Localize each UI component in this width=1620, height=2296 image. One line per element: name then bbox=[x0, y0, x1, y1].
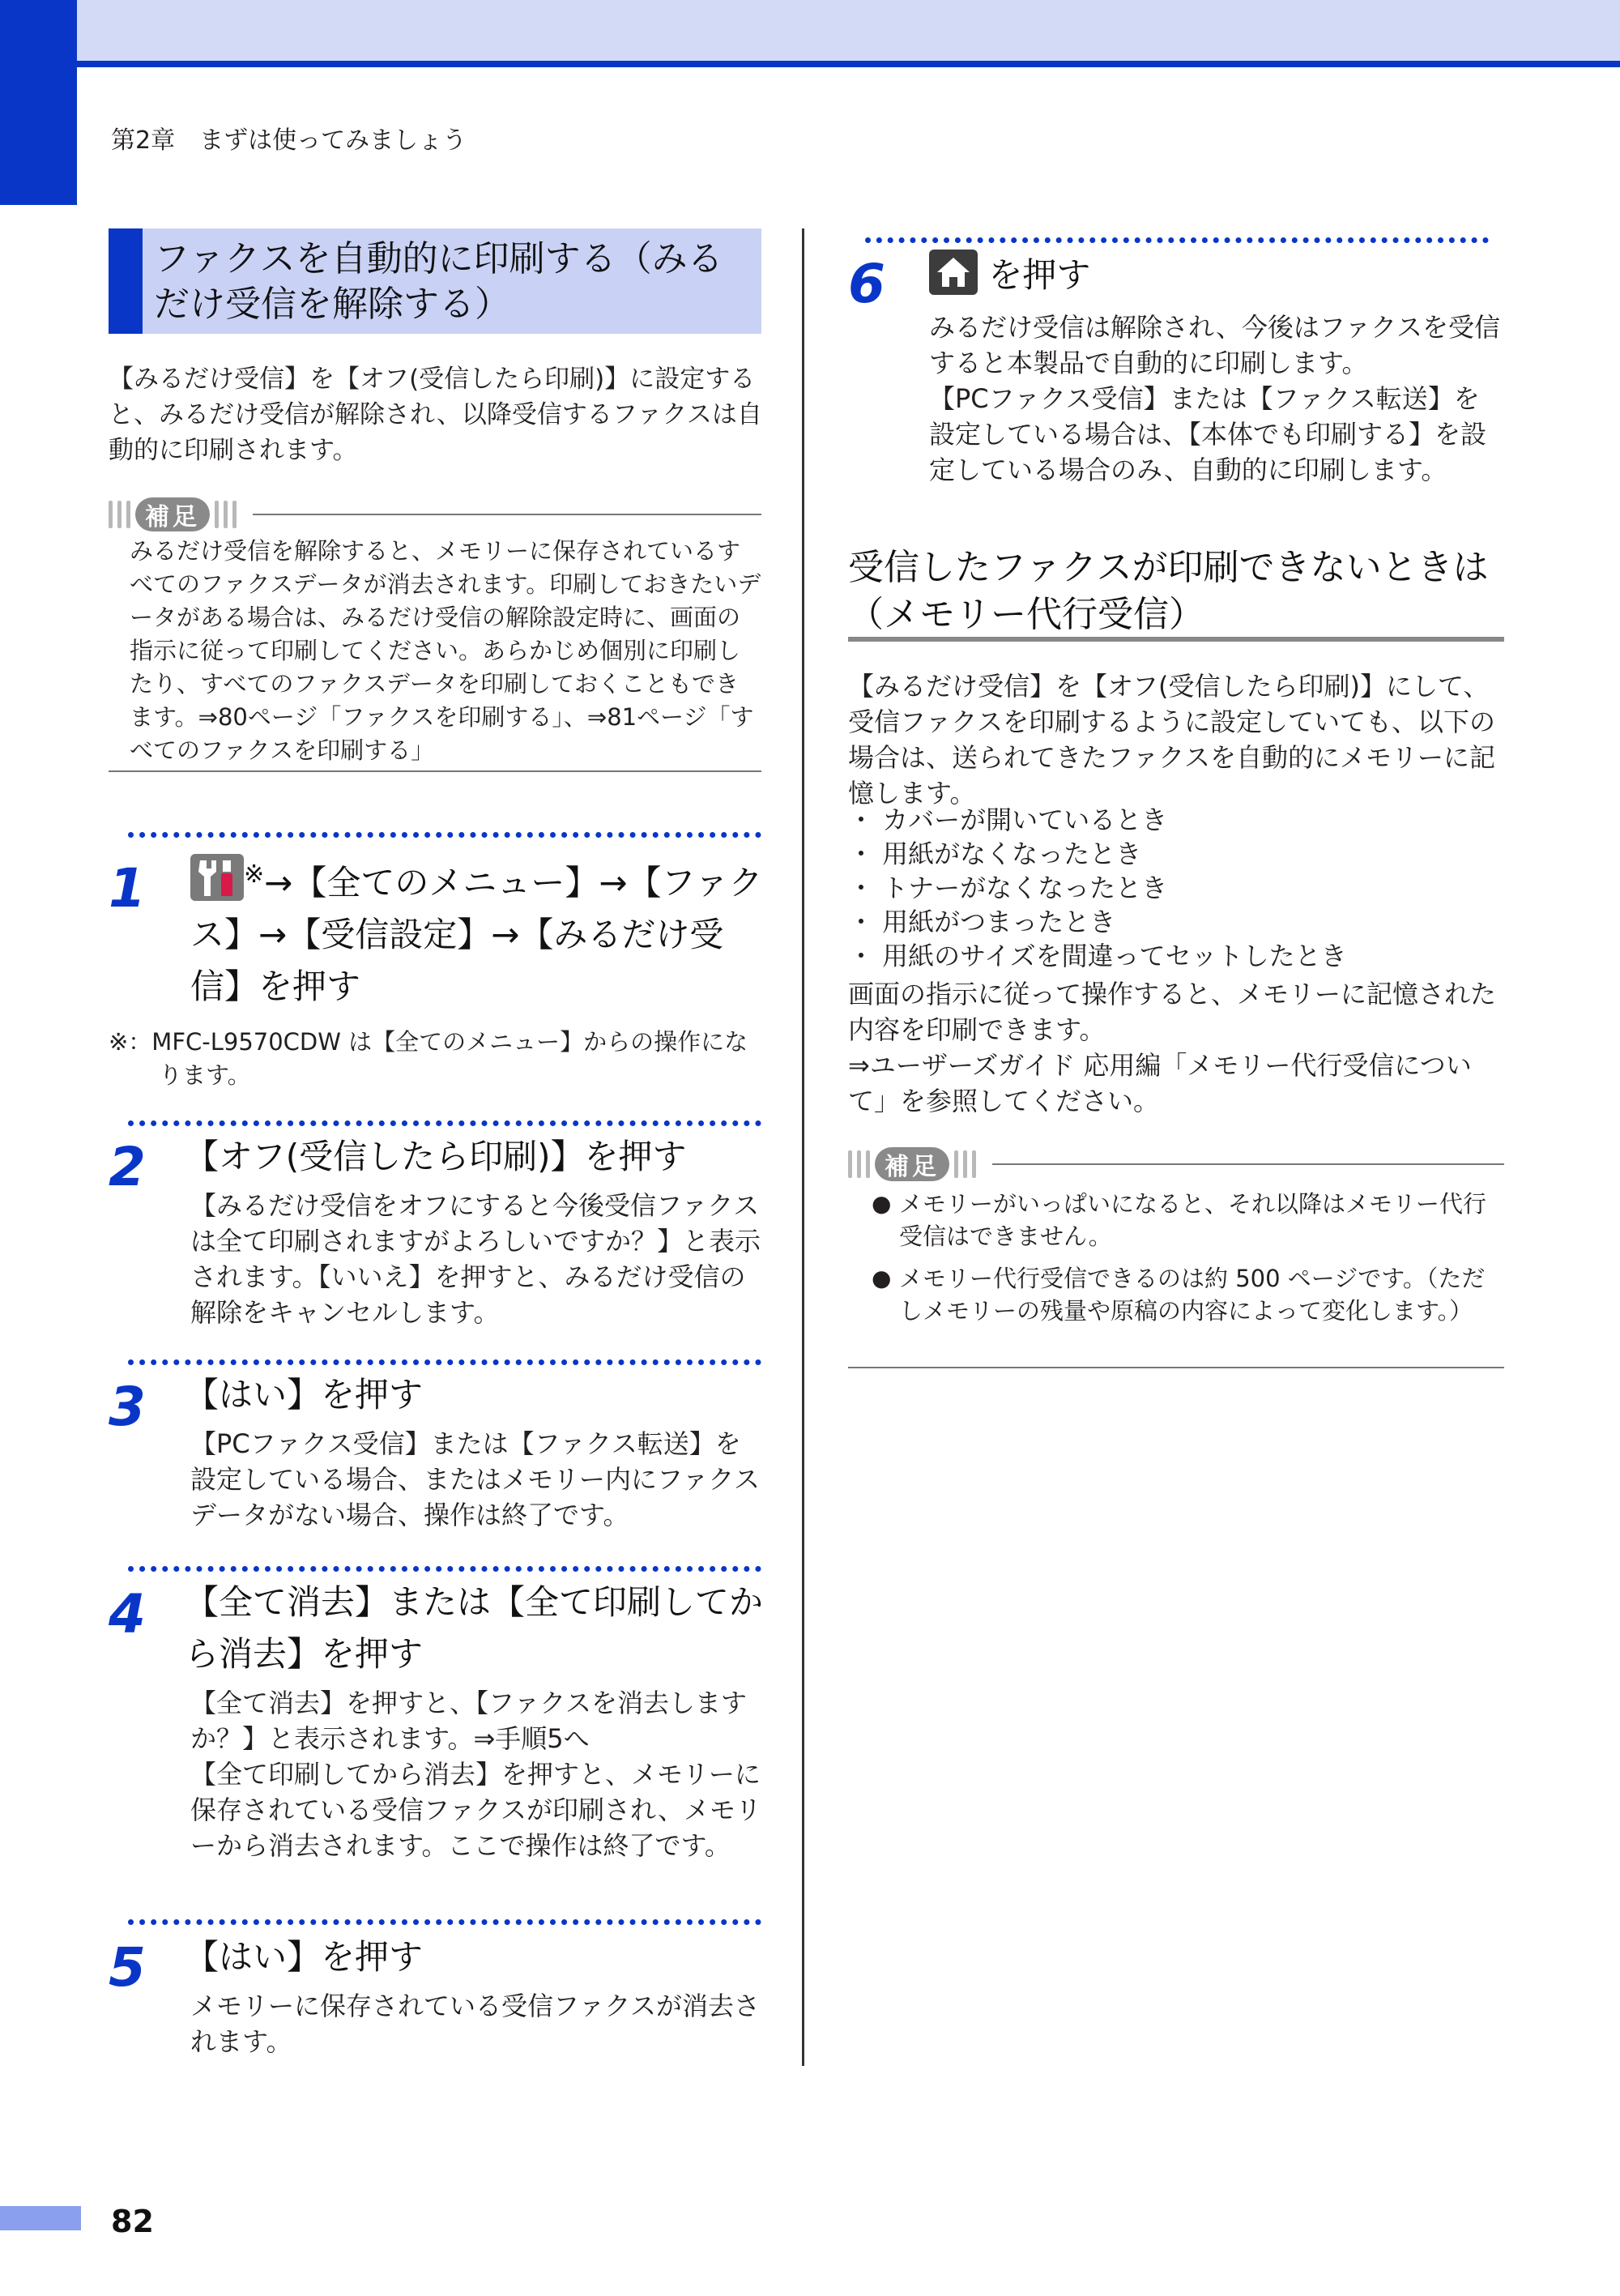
section-title-box bbox=[109, 228, 761, 334]
body-text: 画面の指示に従って操作すると、メモリーに記憶された内容を印刷できます。 bbox=[848, 979, 1497, 1045]
list-item: ・ 用紙がなくなったとき bbox=[848, 839, 1142, 869]
note-bars-right bbox=[215, 501, 237, 528]
step-heading: 【全て消去】または【全て印刷してから消去】を押す bbox=[185, 1582, 764, 1674]
step-text: 【PCファクス受信】または【ファクス転送】を設定している場合、またはメモリー内にファクスデータがない場合、操作は終了です。 bbox=[190, 1428, 761, 1530]
step-text: メモリーに保存されている受信ファクスが消去されます。 bbox=[190, 1991, 761, 2057]
page-number: 82 bbox=[111, 2204, 154, 2239]
step-number: 3 bbox=[109, 1376, 146, 1438]
step-heading bbox=[929, 250, 1496, 301]
home-icon bbox=[929, 250, 978, 295]
note-rule bbox=[992, 1163, 1504, 1165]
note-bars-left bbox=[109, 501, 130, 528]
step-heading: 【はい】を押す bbox=[185, 1375, 424, 1415]
step-heading: 【はい】を押す bbox=[185, 1937, 424, 1977]
subsection-heading: 受信したファクスが印刷できないときは（メモリー代行受信） bbox=[848, 547, 1489, 635]
header-rule bbox=[0, 61, 1620, 67]
step-number: 6 bbox=[848, 253, 885, 315]
settings-tools-icon bbox=[190, 854, 244, 901]
note-bars-left bbox=[848, 1150, 870, 1178]
note-bottom-rule bbox=[109, 770, 761, 772]
note-header bbox=[109, 494, 761, 535]
subsection-rule bbox=[848, 637, 1504, 642]
step-text: 【PCファクス受信】または【ファクス転送】を設定している場合は、【本体でも印刷する】を設定している場合のみ、自動的に印刷します。 bbox=[929, 383, 1487, 485]
section-title: ファクスを自動的に印刷する（みるだけ受信を解除する） bbox=[154, 238, 723, 325]
list-item: ・ 用紙がつまったとき bbox=[848, 907, 1116, 937]
list-item: ・ 用紙のサイズを間違ってセットしたとき bbox=[848, 941, 1347, 971]
step-heading-text: を押す bbox=[988, 255, 1091, 295]
step-number: 4 bbox=[109, 1583, 146, 1645]
footnote-mark: ※ bbox=[244, 860, 265, 889]
note-label: 補足 bbox=[135, 497, 210, 531]
step-text: 【全て消去】を押すと、【ファクスを消去しますか？】と表示されます。⇒手順5へ bbox=[190, 1688, 748, 1754]
note-text: みるだけ受信を解除すると、メモリーに保存されているすべてのファクスデータが消去されます。印刷しておきたいデータがある場合は、みるだけ受信の解除設定時に、画面の指示に従って印刷してください。あらかじめ個別に印刷したり、すべてのファクスデータを印刷しておくこともできます。⇒80ページ「ファクスを印刷する」、⇒81ページ「すべてのファクスを印刷する」 bbox=[130, 537, 761, 764]
note-bars-right bbox=[954, 1150, 976, 1178]
step-heading bbox=[190, 849, 765, 1013]
step-text: 【みるだけ受信をオフにすると今後受信ファクスは全て印刷されますがよろしいですか？】と表示されます。【いいえ】を押すと、みるだけ受信の解除をキャンセルします。 bbox=[190, 1190, 761, 1328]
note-rule bbox=[253, 514, 761, 515]
chapter-title: 第2章 まずは使ってみましょう bbox=[111, 126, 467, 155]
condition-list bbox=[848, 803, 1504, 973]
step-divider bbox=[865, 237, 1489, 244]
step-text: みるだけ受信は解除され、今後はファクスを受信すると本製品で自動的に印刷します。 bbox=[929, 312, 1500, 378]
column-divider bbox=[802, 228, 804, 2066]
note-item: ● メモリー代行受信できるのは約 500 ページです。（ただしメモリーの残量や原稿の内容によって変化します。） bbox=[872, 1262, 1495, 1327]
body-text: 【みるだけ受信】を【オフ(受信したら印刷)】にして、受信ファクスを印刷するように設定していても、以下の場合は、送られてきたファクスを自動的にメモリーに記憶します。 bbox=[848, 671, 1496, 809]
intro-text: 【みるだけ受信】を【オフ(受信したら印刷)】に設定すると、みるだけ受信が解除され、以降受信するファクスは自動的に印刷されます。 bbox=[109, 365, 762, 465]
step-divider bbox=[128, 1120, 761, 1127]
step-divider bbox=[128, 832, 761, 839]
list-item: ・ カバーが開いているとき bbox=[848, 804, 1168, 835]
reference-text: ⇒ユーザーズガイド 応用編「メモリー代行受信について」を参照してください。 bbox=[848, 1050, 1472, 1116]
note-list bbox=[872, 1188, 1495, 1337]
note-header bbox=[848, 1144, 1504, 1184]
step-text: 【全て印刷してから消去】を押すと、メモリーに保存されている受信ファクスが印刷され、メモリーから消去されます。ここで操作は終了です。 bbox=[190, 1759, 761, 1861]
list-item: ・ トナーがなくなったとき bbox=[848, 873, 1168, 903]
header-band bbox=[0, 0, 1620, 65]
step-number: 1 bbox=[109, 857, 146, 920]
step-footnote: ※：MFC-L9570CDW は【全てのメニュー】からの操作になります。 bbox=[109, 1028, 748, 1089]
note-bottom-rule bbox=[848, 1367, 1504, 1368]
note-item: ● メモリーがいっぱいになると、それ以降はメモリー代行受信はできません。 bbox=[872, 1188, 1495, 1253]
step-heading: 【オフ(受信したら印刷)】を押す bbox=[185, 1137, 687, 1176]
step-divider bbox=[128, 1359, 761, 1366]
step-number: 2 bbox=[109, 1136, 146, 1198]
step-number: 5 bbox=[109, 1936, 146, 1999]
footer-tab bbox=[0, 2206, 81, 2230]
note-label: 補足 bbox=[875, 1147, 949, 1181]
step-divider bbox=[128, 1566, 761, 1573]
chapter-side-tab bbox=[0, 0, 77, 205]
step-divider bbox=[128, 1919, 761, 1926]
step-heading-text: →【全てのメニュー】→【ファクス】→【受信設定】→【みるだけ受信】を押す bbox=[190, 863, 763, 1006]
